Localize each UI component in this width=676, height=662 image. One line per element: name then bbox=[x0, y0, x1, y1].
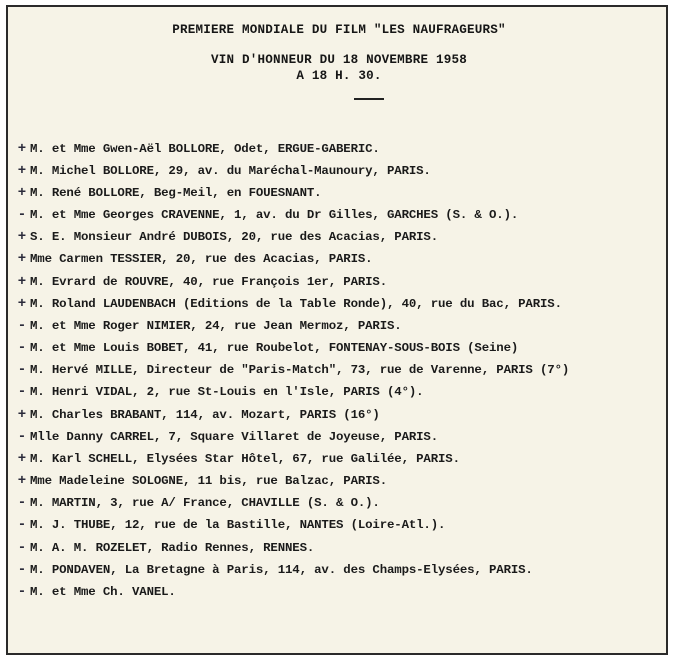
guest-entry-text: M. Michel BOLLORE, 29, av. du Maréchal-Maunoury, PARIS. bbox=[30, 164, 431, 178]
title-underline bbox=[354, 98, 384, 100]
check-mark: + bbox=[17, 141, 27, 157]
check-mark: - bbox=[17, 429, 27, 445]
guest-entry bbox=[8, 229, 670, 251]
guest-entry-text: M. Roland LAUDENBACH (Editions de la Table Ronde), 40, rue du Bac, PARIS. bbox=[30, 297, 562, 311]
guest-entry bbox=[8, 407, 670, 429]
guest-entry bbox=[8, 384, 670, 406]
check-mark: + bbox=[17, 251, 27, 267]
check-mark: - bbox=[17, 517, 27, 533]
check-mark: - bbox=[17, 207, 27, 223]
guest-entry bbox=[8, 495, 670, 517]
check-mark: + bbox=[17, 229, 27, 245]
typed-document-page bbox=[6, 5, 668, 655]
guest-entry bbox=[8, 185, 670, 207]
guest-entry-text: M. J. THUBE, 12, rue de la Bastille, NANTES (Loire-Atl.). bbox=[30, 518, 446, 532]
guest-entry-text: M. et Mme Ch. VANEL. bbox=[30, 585, 176, 599]
event-time: A 18 H. 30. bbox=[296, 69, 382, 83]
check-mark: - bbox=[17, 495, 27, 511]
guest-entry-text: M. A. M. ROZELET, Radio Rennes, RENNES. bbox=[30, 541, 315, 555]
guest-entry bbox=[8, 163, 670, 185]
check-mark: + bbox=[17, 296, 27, 312]
guest-entry bbox=[8, 540, 670, 562]
guest-entry-text: M. René BOLLORE, Beg-Meil, en FOUESNANT. bbox=[30, 186, 322, 200]
guest-entry-text: M. Charles BRABANT, 114, av. Mozart, PARIS (16°) bbox=[30, 408, 380, 422]
guest-entry bbox=[8, 274, 670, 296]
guest-entry bbox=[8, 251, 670, 273]
guest-entry bbox=[8, 584, 670, 606]
guest-entry bbox=[8, 429, 670, 451]
guest-entry-text: M. Henri VIDAL, 2, rue St-Louis en l'Isle, PARIS (4°). bbox=[30, 385, 424, 399]
check-mark: + bbox=[17, 185, 27, 201]
guest-entry-text: M. et Mme Gwen-Aël BOLLORE, Odet, ERGUE-GABERIC. bbox=[30, 142, 380, 156]
guest-entry bbox=[8, 207, 670, 229]
check-mark: - bbox=[17, 584, 27, 600]
guest-entry-text: M. Karl SCHELL, Elysées Star Hôtel, 67, rue Galilée, PARIS. bbox=[30, 452, 460, 466]
guest-entry-text: M. Evrard de ROUVRE, 40, rue François 1er, PARIS. bbox=[30, 275, 387, 289]
guest-entry bbox=[8, 141, 670, 163]
check-mark: - bbox=[17, 384, 27, 400]
check-mark: + bbox=[17, 163, 27, 179]
guest-entry bbox=[8, 473, 670, 495]
check-mark: + bbox=[17, 451, 27, 467]
check-mark: - bbox=[17, 318, 27, 334]
guest-entry bbox=[8, 318, 670, 340]
check-mark: - bbox=[17, 540, 27, 556]
check-mark: + bbox=[17, 407, 27, 423]
guest-entry-text: M. Hervé MILLE, Directeur de "Paris-Match", 73, rue de Varenne, PARIS (7°) bbox=[30, 363, 570, 377]
check-mark: - bbox=[17, 562, 27, 578]
guest-entry-text: S. E. Monsieur André DUBOIS, 20, rue des Acacias, PARIS. bbox=[30, 230, 438, 244]
guest-entry-text: M. et Mme Louis BOBET, 41, rue Roubelot, FONTENAY-SOUS-BOIS (Seine) bbox=[30, 341, 519, 355]
guest-entry bbox=[8, 562, 670, 584]
guest-entry bbox=[8, 451, 670, 473]
guest-entry-text: Mlle Danny CARREL, 7, Square Villaret de Joyeuse, PARIS. bbox=[30, 430, 438, 444]
check-mark: - bbox=[17, 362, 27, 378]
guest-entry bbox=[8, 296, 670, 318]
guest-entry-text: M. et Mme Georges CRAVENNE, 1, av. du Dr Gilles, GARCHES (S. & O.). bbox=[30, 208, 519, 222]
guest-entry-text: Mme Carmen TESSIER, 20, rue des Acacias, PARIS. bbox=[30, 252, 373, 266]
guest-entry bbox=[8, 362, 670, 384]
check-mark: - bbox=[17, 340, 27, 356]
guest-entry-text: M. MARTIN, 3, rue A/ France, CHAVILLE (S. & O.). bbox=[30, 496, 380, 510]
check-mark: + bbox=[17, 274, 27, 290]
document-title: PREMIERE MONDIALE DU FILM "LES NAUFRAGEURS" bbox=[172, 23, 506, 37]
check-mark: + bbox=[17, 473, 27, 489]
guest-entry-text: M. PONDAVEN, La Bretagne à Paris, 114, av. des Champs-Elysées, PARIS. bbox=[30, 563, 533, 577]
guest-entry bbox=[8, 517, 670, 539]
guest-entry-text: Mme Madeleine SOLOGNE, 11 bis, rue Balzac, PARIS. bbox=[30, 474, 387, 488]
event-subtitle: VIN D'HONNEUR DU 18 NOVEMBRE 1958 bbox=[211, 53, 467, 67]
guest-entry bbox=[8, 340, 670, 362]
guest-entry-text: M. et Mme Roger NIMIER, 24, rue Jean Mermoz, PARIS. bbox=[30, 319, 402, 333]
